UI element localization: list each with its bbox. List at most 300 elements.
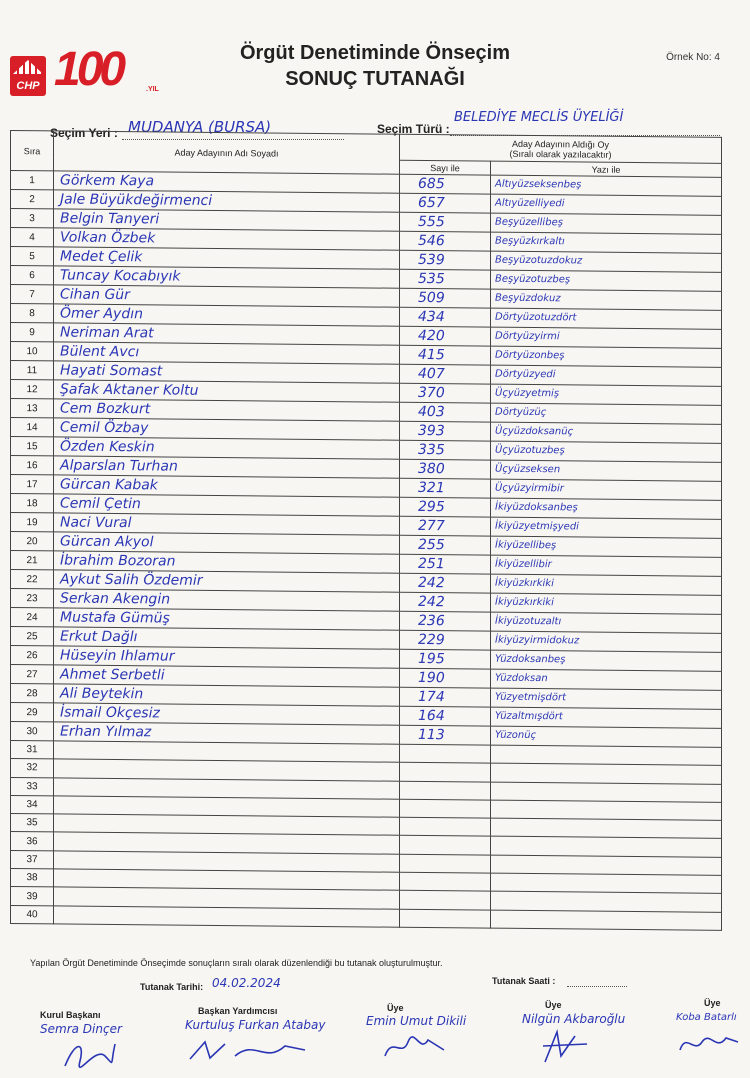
votes-number: 321 [418,479,445,497]
votes-number-cell [400,402,491,422]
votes-number-cell [400,250,491,270]
row-number-cell [11,759,54,778]
row-number: 12 [26,383,38,395]
votes-number: 370 [418,384,445,402]
candidate-name: Cem Bozkurt [60,400,151,418]
row-number: 6 [29,269,35,281]
signature-2 [185,1034,315,1064]
candidate-name: Medet Çelik [60,248,143,266]
votes-number: 407 [418,365,445,383]
candidate-name: Şafak Aktaner Koltu [60,381,199,399]
row-number-cell [11,703,54,722]
votes-text: Üçyüzyirmibir [495,482,564,495]
candidate-name: Özden Keskin [60,438,155,456]
row-number-cell [11,380,54,399]
votes-number: 657 [418,194,445,212]
votes-text-cell [491,384,722,405]
votes-number-cell [400,687,491,707]
row-number: 23 [26,592,38,604]
row-number: 11 [26,364,38,376]
candidate-name-cell [54,247,400,269]
votes-text-cell [491,837,722,858]
candidate-name-cell [54,323,400,345]
votes-number-cell [400,706,491,726]
votes-number-cell [400,891,491,910]
votes-number-cell [400,364,491,384]
votes-text-cell [491,855,722,876]
row-number: 15 [26,440,38,452]
votes-number-cell [400,440,491,460]
time-line [567,986,627,987]
candidate-name: İbrahim Bozoran [60,552,176,570]
candidate-name-cell [54,361,400,383]
votes-text-cell [491,782,722,803]
votes-text: Yüzdoksan [495,672,548,685]
votes-number-cell [400,459,491,479]
votes-number: 236 [418,612,445,630]
votes-number: 277 [418,517,445,535]
candidate-name: Hüseyin Ihlamur [60,647,175,665]
votes-number [400,900,490,901]
row-number: 18 [26,497,38,509]
votes-number: 242 [418,574,445,592]
votes-number-cell [400,478,491,498]
votes-text-cell [491,289,722,310]
row-number-cell [11,777,54,796]
candidate-name: Erkut Dağlı [60,628,138,646]
signature-4 [535,1026,595,1066]
row-number-cell [11,285,54,304]
candidate-name: Jale Büyükdeğirmenci [60,191,213,209]
candidate-name-cell [54,665,400,687]
votes-number: 539 [418,251,445,269]
votes-number [400,863,490,864]
votes-number [400,790,490,791]
candidate-name-cell [54,228,400,250]
votes-number-cell [400,421,491,441]
row-number: 21 [26,554,38,566]
candidate-name-cell [54,342,400,364]
election-type-label: Seçim Türü : [377,122,450,136]
candidate-name-cell [54,703,400,725]
candidate-name-cell [54,722,400,744]
time-label: Tutanak Saati : [492,976,556,986]
votes-number-cell [400,799,491,818]
votes-text: Altıyüzseksenbeş [495,178,582,191]
votes-text-cell [491,536,722,557]
votes-text: Dörtyüzonbeş [495,349,565,362]
candidate-name: Erhan Yılmaz [60,723,152,741]
votes-text: İkiyüzkırkiki [495,596,554,609]
votes-number: 535 [418,270,445,288]
election-type-value: BELEDİYE MECLİS ÜYELİĞİ [454,110,624,125]
header-votes-number: Sayı ile [400,160,491,175]
votes-text: İkiyüzdoksanbeş [495,501,578,514]
votes-text [491,864,721,866]
candidate-name: Görkem Kaya [60,172,155,190]
votes-text-cell [491,270,722,291]
votes-text: Üçyüzyetmiş [495,387,560,400]
row-number: 3 [29,212,35,224]
row-number-cell [11,850,54,869]
votes-number: 546 [418,232,445,250]
candidate-name-cell [54,475,400,497]
votes-text [491,827,721,829]
row-number: 19 [26,516,38,528]
candidate-name-cell [54,399,400,421]
row-number: 31 [26,744,38,756]
candidate-name [54,823,399,826]
row-number-cell [11,342,54,361]
votes-number-cell [400,854,491,873]
candidate-name-cell [54,608,400,630]
row-number-cell [11,513,54,532]
votes-number-cell [400,193,491,213]
candidate-name [54,842,399,845]
signatory-role-2: Başkan Yardımcısı [198,1006,278,1016]
votes-text-cell [491,650,722,671]
votes-text-cell [491,346,722,367]
signature-5 [676,1028,742,1058]
votes-number-cell [400,307,491,327]
row-number-cell [11,869,54,888]
closing-statement: Yapılan Örgüt Denetiminde Önseçimde sonuçların sıralı olarak düzenlendiği bu tutanak oluşturulmuştur. [30,958,443,968]
candidate-name-cell [54,532,400,554]
row-number-cell [11,608,54,627]
votes-number-cell [400,326,491,346]
candidate-name-cell [54,285,400,307]
votes-text: Üçyüzdoksanüç [495,425,574,438]
signatory-role-3: Üye [387,1003,404,1013]
votes-number: 555 [418,213,445,231]
votes-text-cell [491,479,722,500]
row-number-cell [11,323,54,342]
candidate-name: Serkan Akengin [60,590,171,608]
results-rows [11,171,722,931]
row-number-cell [11,475,54,494]
candidate-name: Cihan Gür [60,286,130,304]
anniversary-logo-suffix: .YIL [146,86,159,93]
row-number-cell [11,905,54,924]
candidate-name-cell [54,266,400,288]
votes-number: 295 [418,498,445,516]
candidate-name [54,878,399,881]
votes-number-cell [400,836,491,855]
signature-1 [60,1036,120,1072]
row-number: 7 [29,288,35,300]
header-votes-title: Aday Adayının Aldığı Oy [511,138,610,150]
votes-text: Yüzdoksanbeş [495,653,566,666]
date-label: Tutanak Tarihi: [140,982,204,992]
signatory-role-1: Kurul Başkanı [40,1010,101,1020]
votes-number: 415 [418,346,445,364]
row-number-cell [11,190,54,209]
candidate-name-cell [54,513,400,535]
votes-number-cell [400,744,491,763]
candidate-name: Mustafa Gümüş [60,609,170,627]
votes-number-cell [400,611,491,631]
candidate-name: Ömer Aydın [60,305,143,323]
row-number: 34 [26,799,38,811]
row-number-cell [11,627,54,646]
votes-text-cell [491,707,722,728]
votes-number: 509 [418,289,445,307]
votes-number-cell [400,269,491,289]
votes-number [400,918,490,919]
votes-number-cell [400,383,491,403]
candidate-name-cell [54,551,400,573]
row-number: 32 [26,762,38,774]
votes-number: 393 [418,422,445,440]
votes-number: 174 [418,688,445,706]
votes-text [491,809,721,811]
votes-text-cell [491,593,722,614]
candidate-name-cell [54,190,400,212]
row-number: 37 [26,854,38,866]
candidate-name: Volkan Özbek [60,229,156,247]
row-number-cell [11,570,54,589]
votes-text-cell [491,910,722,931]
votes-text: Dörtyüzotuzdört [495,311,577,324]
votes-text-cell [491,194,722,215]
candidate-name [54,896,399,899]
votes-text-cell [491,763,722,784]
votes-number [400,881,490,882]
row-number-cell [11,209,54,228]
row-number: 5 [29,250,35,262]
candidate-name: Hayati Somast [60,362,163,380]
votes-text-cell [491,818,722,839]
row-number-cell [11,589,54,608]
candidate-name-cell [54,304,400,326]
candidate-name: Gürcan Akyol [60,533,154,551]
votes-number: 380 [418,460,445,478]
row-number-cell [11,361,54,380]
candidate-name: Alparslan Turhan [60,457,178,475]
votes-number [400,845,490,846]
votes-number-cell [400,212,491,232]
row-number-cell [11,418,54,437]
row-number: 20 [26,535,38,547]
form-number: Örnek No: 4 [666,52,720,63]
row-number: 13 [26,402,38,414]
votes-text-cell [491,460,722,481]
candidate-name: Ali Beytekin [60,685,144,703]
signatory-name-3: Emin Umut Dikili [366,1014,467,1028]
candidate-name: İsmail Okçesiz [60,704,160,722]
votes-text [491,846,721,848]
votes-text-cell [491,175,722,196]
votes-number-cell [400,573,491,593]
votes-text: Dörtyüzyirmi [495,330,560,343]
row-number-cell [11,247,54,266]
row-number-cell [11,171,54,190]
votes-text: Üçyüzseksen [495,463,561,476]
candidate-name-cell [54,437,400,459]
row-number: 40 [26,908,38,921]
form-title: Örgüt Denetiminde Önseçim [239,42,511,64]
votes-text [491,919,721,921]
candidate-name [54,787,399,790]
row-number: 29 [26,706,38,718]
chp-logo-text: CHP [16,80,40,92]
candidate-name-cell [54,380,400,402]
votes-text-cell [491,726,722,747]
votes-text-cell [491,612,722,633]
votes-text: Beşyüzotuzbeş [495,273,571,286]
candidate-name: Aykut Salih Özdemir [60,571,203,589]
votes-number: 335 [418,441,445,459]
row-number-cell [11,437,54,456]
signatory-name-4: Nilgün Akbaroğlu [522,1012,626,1026]
row-number: 36 [26,835,38,847]
votes-number-cell [400,781,491,800]
votes-text-cell [491,308,722,329]
votes-text [491,882,721,884]
votes-number-cell [400,592,491,612]
votes-text-cell [491,631,722,652]
header-votes-group [400,134,722,163]
votes-text: Dörtyüzüç [495,406,547,419]
candidate-name-cell [54,646,400,668]
candidate-name-cell [54,627,400,649]
row-number: 16 [26,459,38,471]
votes-text-cell [491,574,722,595]
votes-text: Beşyüzotuzdokuz [495,254,583,267]
votes-text-cell [491,555,722,576]
votes-number: 242 [418,593,445,611]
row-number: 8 [29,307,35,319]
votes-number: 190 [418,669,445,687]
row-number-cell [11,795,54,814]
votes-text: Dörtyüzyedi [495,368,556,381]
row-number: 10 [26,345,38,357]
row-number: 28 [26,687,38,699]
votes-text-cell [491,365,722,386]
votes-number [400,753,490,754]
row-number-cell [11,684,54,703]
row-number: 25 [26,630,38,642]
form-subtitle: SONUÇ TUTANAĞI [285,68,465,90]
row-number: 14 [26,421,38,433]
candidate-name: Gürcan Kabak [60,476,158,494]
row-number: 33 [26,780,38,792]
row-number-cell [11,456,54,475]
votes-number-cell [400,725,491,745]
votes-text-cell [491,327,722,348]
votes-text-cell [491,422,722,443]
votes-number-cell [400,763,491,782]
election-place-label: Seçim Yeri : [50,126,118,140]
row-number-cell [11,551,54,570]
votes-number [400,772,490,773]
votes-number-cell [400,288,491,308]
votes-number-cell [400,649,491,669]
candidate-name: Belgin Tanyeri [60,210,160,228]
votes-text: Beşyüzdokuz [495,292,561,305]
votes-text-cell [491,517,722,538]
votes-text: İkiyüzotuzaltı [495,615,562,628]
row-number-cell [11,741,54,760]
votes-text: Beşyüzkırkaltı [495,235,565,248]
row-number: 39 [26,890,38,902]
votes-text: Yüzaltmışdört [495,710,563,723]
candidate-name-cell [54,456,400,478]
votes-number: 685 [418,175,445,193]
row-number-cell [11,832,54,851]
votes-text-cell [491,669,722,690]
votes-number: 251 [418,555,445,573]
votes-text: İkiyüzkırkiki [495,577,554,590]
row-number-cell [11,228,54,247]
votes-text: İkiyüzyirmidokuz [495,634,580,647]
candidate-name: Cemil Çetin [60,495,141,513]
votes-number-cell [400,174,491,194]
row-number: 35 [26,817,38,829]
election-place-value: MUDANYA (BURSA) [128,118,272,136]
candidate-name-cell [54,418,400,440]
candidate-name: Cemil Özbay [60,419,149,437]
votes-number: 164 [418,707,445,725]
candidate-name: Ahmet Serbetli [60,666,165,684]
candidate-name [54,768,399,771]
row-number-cell [11,887,54,906]
row-number: 24 [26,611,38,623]
row-number: 30 [26,725,38,737]
row-number-cell [11,304,54,323]
candidate-name [54,750,399,753]
row-number: 38 [26,872,38,884]
header-sira: Sıra [11,131,54,171]
votes-text-cell [491,403,722,424]
row-number: 26 [26,649,38,661]
signature-3 [380,1030,450,1062]
signatory-name-5: Koba Batarlı [676,1012,737,1023]
candidate-name [54,915,399,918]
votes-number-cell [400,535,491,555]
signatory-name-2: Kurtuluş Furkan Atabay [185,1018,326,1032]
votes-text-cell [491,251,722,272]
votes-number: 403 [418,403,445,421]
votes-text-cell [491,232,722,253]
row-number: 17 [26,478,38,490]
votes-text: Beşyüzellibeş [495,216,563,229]
votes-number: 195 [418,650,445,668]
row-number: 27 [26,668,38,680]
votes-number-cell [400,630,491,650]
candidate-name [54,805,399,808]
votes-number [400,827,490,828]
row-number-cell [11,814,54,833]
row-number-cell [11,646,54,665]
row-number-cell [11,665,54,684]
votes-number: 420 [418,327,445,345]
votes-text: Üçyüzotuzbeş [495,444,565,457]
votes-text: Yüzyetmişdört [495,691,566,704]
votes-number: 229 [418,631,445,649]
votes-text-cell [491,213,722,234]
votes-text: İkiyüzellibir [495,558,552,571]
candidate-name-cell [54,684,400,706]
votes-number-cell [400,909,491,928]
votes-number [400,808,490,809]
candidate-name: Neriman Arat [60,324,154,342]
header-votes-text: Yazı ile [491,161,722,177]
candidate-name-cell [54,494,400,516]
results-table [10,130,722,931]
votes-number-cell [400,872,491,891]
row-number-cell [11,266,54,285]
